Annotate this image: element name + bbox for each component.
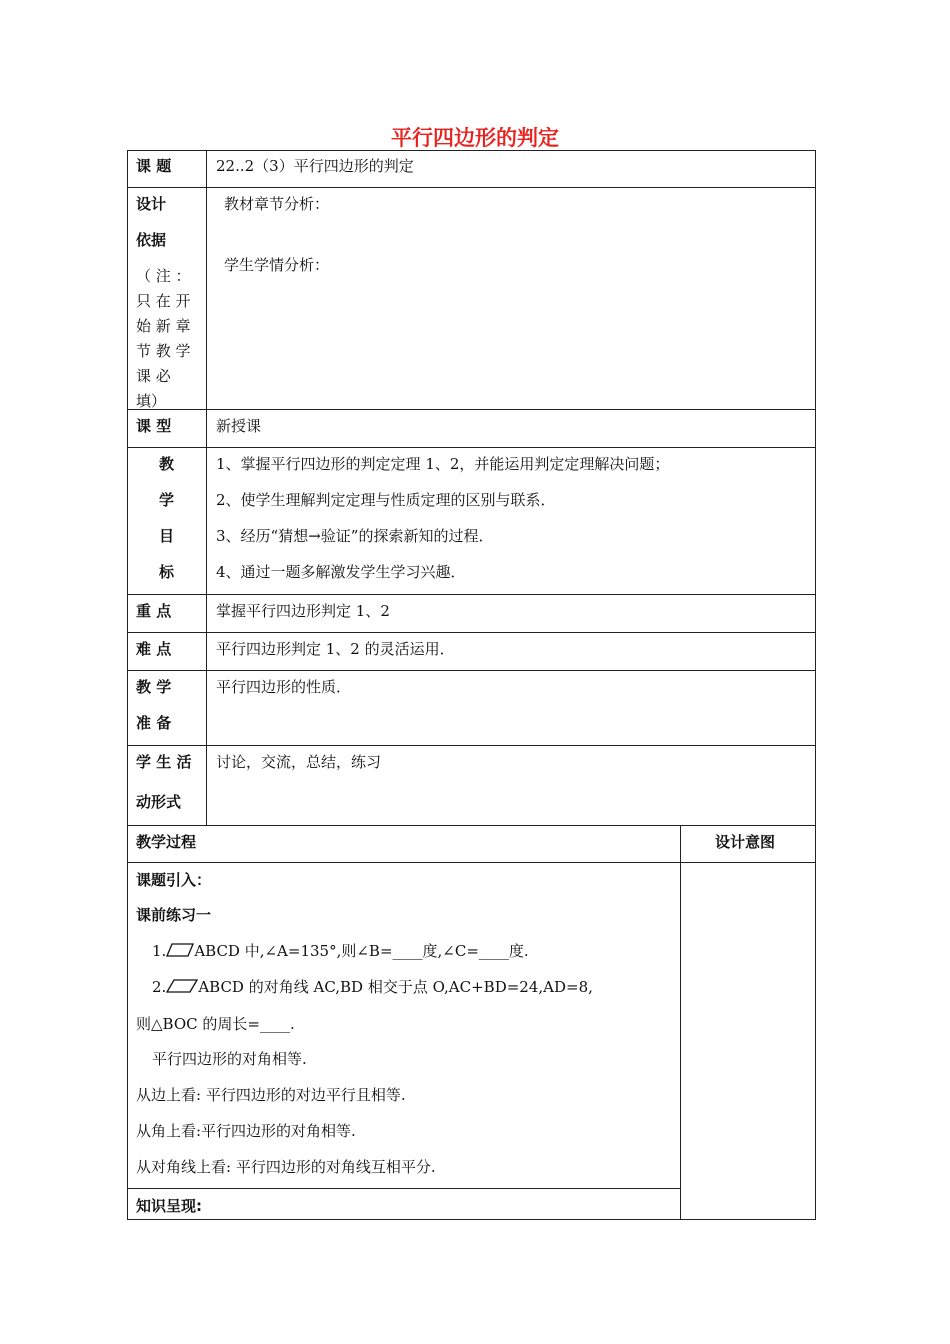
prep-label-2: 准 备 bbox=[136, 714, 172, 732]
note-line: 始 新 章 bbox=[136, 317, 191, 335]
question-number: 1. bbox=[152, 942, 167, 960]
goals-label-char: 学 bbox=[159, 491, 175, 509]
row-divider bbox=[127, 187, 816, 188]
type-value: 新授课 bbox=[216, 417, 262, 435]
difficult-value: 平行四边形判定 1、2 的灵活运用． bbox=[216, 640, 455, 658]
difficult-label: 难 点 bbox=[136, 640, 172, 658]
summary-line: 平行四边形的对角相等. bbox=[152, 1050, 307, 1068]
row-divider bbox=[127, 670, 816, 671]
summary-line: 从边上看: 平行四边形的对边平行且相等. bbox=[136, 1086, 406, 1104]
key-label: 重 点 bbox=[136, 602, 172, 620]
goal-item: 2、使学生理解判定定理与性质定理的区别与联系． bbox=[216, 491, 556, 509]
row-divider bbox=[127, 745, 816, 746]
parallelogram-icon bbox=[166, 943, 194, 957]
note-line: 节 教 学 bbox=[136, 342, 191, 360]
knowledge-heading: 知识呈现: bbox=[136, 1197, 202, 1215]
prep-value: 平行四边形的性质． bbox=[216, 678, 352, 696]
topic-value: 22..2（3）平行四边形的判定 bbox=[216, 157, 414, 175]
row-divider bbox=[127, 409, 816, 410]
student-analysis: 学生学情分析： bbox=[224, 256, 330, 274]
process-header-divider bbox=[127, 862, 816, 863]
parallelogram-icon bbox=[166, 979, 198, 993]
activity-label-1: 学 生 活 bbox=[136, 753, 192, 771]
summary-line: 从对角线上看: 平行四边形的对角线互相平分. bbox=[136, 1158, 436, 1176]
goals-label-char: 教 bbox=[159, 455, 175, 473]
prep-label-1: 教 学 bbox=[136, 678, 172, 696]
topic-label: 课 题 bbox=[136, 157, 172, 175]
basis-label-2: 依据 bbox=[136, 231, 167, 249]
note-line: 只 在 开 bbox=[136, 292, 191, 310]
basis-note bbox=[136, 264, 206, 414]
design-intent-header: 设计意图 bbox=[715, 833, 776, 851]
row-divider bbox=[127, 632, 816, 633]
row-divider bbox=[127, 447, 816, 448]
goal-item: 3、经历“猜想→验证”的探索新知的过程． bbox=[216, 527, 494, 545]
activity-value: 讨论，交流，总结，练习 bbox=[216, 753, 382, 771]
summary-line: 从角上看:平行四边形的对角相等. bbox=[136, 1122, 356, 1140]
type-label: 课 型 bbox=[136, 417, 172, 435]
exercise-question-1 bbox=[152, 940, 529, 961]
goal-item: 4、通过一题多解激发学生学习兴趣． bbox=[216, 563, 466, 581]
exercise-question-2 bbox=[152, 976, 593, 997]
goal-item: 1、掌握平行四边形的判定定理 1、2，并能运用判定定理解决问题； bbox=[216, 455, 670, 473]
basis-label-1: 设计 bbox=[136, 195, 167, 213]
info-table-border bbox=[127, 150, 816, 826]
activity-label-2: 动形式 bbox=[136, 793, 182, 811]
question-text: ABCD 的对角线 AC,BD 相交于点 O,AC+BD=24,AD=8, bbox=[198, 978, 593, 996]
key-value: 掌握平行四边形判定 1、2 bbox=[216, 602, 390, 620]
note-line: 课 必 bbox=[136, 367, 171, 385]
intro-heading: 课题引入： bbox=[136, 871, 212, 889]
process-header: 教学过程 bbox=[136, 833, 197, 851]
process-column-divider bbox=[680, 825, 681, 1220]
exercise-heading: 课前练习一 bbox=[136, 906, 212, 924]
note-line: 填） bbox=[136, 392, 167, 410]
page-title: 平行四边形的判定 bbox=[391, 126, 559, 150]
row-divider bbox=[127, 594, 816, 595]
material-analysis: 教材章节分析： bbox=[224, 195, 330, 213]
goals-label-char: 目 bbox=[159, 527, 175, 545]
knowledge-divider bbox=[127, 1188, 681, 1189]
question-text: ABCD 中,∠A=135°,则∠B=____度,∠C=____度. bbox=[194, 942, 529, 960]
question-number: 2. bbox=[152, 978, 167, 996]
goals-label-char: 标 bbox=[159, 563, 175, 581]
note-line: （ 注 ： bbox=[136, 267, 191, 285]
question-2-continued: 则△BOC 的周长=____. bbox=[136, 1015, 295, 1033]
